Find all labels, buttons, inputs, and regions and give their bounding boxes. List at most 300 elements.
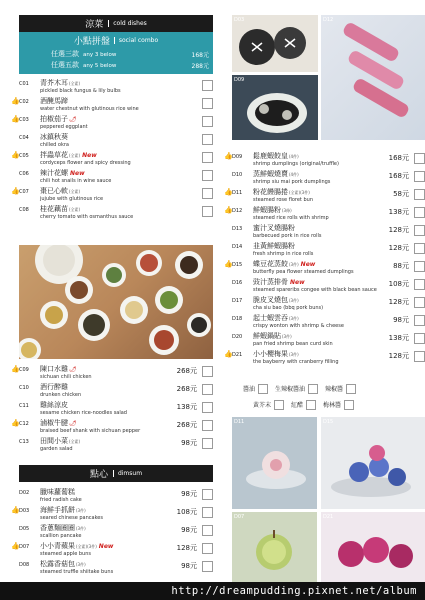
photo-d11 — [232, 417, 317, 509]
item-name-cn — [253, 242, 383, 251]
item-code: C06 — [19, 171, 29, 177]
menu-item — [19, 203, 213, 221]
menu-item — [232, 294, 425, 312]
item-name-text: 臘味蘿蔔糕 — [40, 488, 75, 496]
item-code: D12 — [232, 208, 243, 214]
menu-item — [224, 150, 425, 168]
item-text — [40, 419, 171, 434]
item-code: D21 — [232, 352, 243, 358]
item-name-en: sesame chicken rice-noodles salad — [40, 410, 127, 416]
item-name-cn — [40, 437, 171, 446]
item-tag: (全素) — [69, 439, 81, 444]
sauce-checkbox[interactable] — [308, 384, 318, 394]
item-name-text: 起士蝦雲吞 — [253, 314, 288, 322]
item-tag: (3件) — [76, 562, 86, 567]
item-name-en: crispy wonton with shrimp & cheese — [253, 323, 344, 329]
item-name-en: jujube with glutinous rice — [40, 196, 104, 202]
item-name-text: 雞絲涼皮 — [40, 401, 68, 409]
photo-label: D07 — [234, 514, 245, 520]
order-checkbox[interactable] — [414, 171, 425, 182]
item-name-text: 韭黃鮮蝦腸粉 — [253, 242, 295, 250]
combo-row-cn: 任選三款 — [51, 50, 79, 58]
new-badge: New — [98, 543, 114, 550]
item-code: D20 — [232, 334, 243, 340]
item-text — [253, 188, 383, 203]
item-price: 168元 — [388, 172, 409, 180]
order-checkbox[interactable] — [202, 152, 213, 163]
item-price: 98元 — [181, 490, 197, 498]
menu-item — [224, 258, 425, 276]
recommended-icon: 👍 — [224, 188, 233, 196]
item-tag: (全素) — [69, 153, 81, 158]
item-text — [253, 314, 383, 329]
sauce-checkbox[interactable] — [306, 400, 316, 410]
item-name-cn — [253, 170, 383, 179]
item-name-cn — [40, 506, 171, 515]
order-checkbox[interactable] — [202, 384, 213, 395]
item-name-cn — [40, 115, 197, 124]
item-text — [40, 506, 171, 521]
order-checkbox[interactable] — [414, 207, 425, 218]
order-checkbox[interactable] — [202, 561, 213, 572]
item-text — [40, 169, 197, 184]
order-checkbox[interactable] — [202, 402, 213, 413]
item-code: D03 — [19, 508, 30, 514]
recommended-icon: 👍 — [11, 187, 20, 195]
item-code: C03 — [19, 117, 29, 123]
item-text — [40, 187, 197, 202]
sauce-checkbox[interactable] — [274, 400, 284, 410]
menu-item — [19, 131, 213, 149]
item-code: C11 — [19, 403, 29, 409]
menu-item — [19, 486, 213, 504]
item-text — [253, 278, 383, 293]
item-tag: (全素) — [69, 189, 81, 194]
item-code: D02 — [19, 490, 30, 496]
item-text — [253, 350, 383, 365]
order-checkbox[interactable] — [202, 170, 213, 181]
sauce-options — [243, 382, 423, 414]
cold-dishes-header — [19, 15, 213, 32]
item-name-text: 桂花藕苗 — [40, 205, 68, 213]
dimsum-section-right — [224, 150, 425, 366]
cold-dishes-photo — [19, 245, 213, 359]
cold-dish-list-2 — [11, 363, 213, 453]
item-name-cn — [253, 296, 383, 305]
photo-d09-art — [232, 75, 318, 140]
item-code: D16 — [232, 280, 243, 286]
order-checkbox[interactable] — [414, 189, 425, 200]
item-name-en: steamed apple buns — [40, 551, 91, 557]
dimsum-title: 點心 — [89, 470, 108, 480]
item-price: 138元 — [176, 403, 197, 411]
item-name-en: cherry tomato with osmanthus sauce — [40, 214, 134, 220]
item-name-en: water chestnut with glutinous rice wine — [40, 106, 139, 112]
item-name-text: 酒行醉雞 — [40, 383, 68, 391]
combo-row-price: 288元 — [191, 63, 209, 70]
item-name-cn — [40, 365, 171, 374]
recommended-icon: 👍 — [11, 506, 20, 514]
item-name-cn — [253, 332, 383, 341]
item-name-cn — [253, 314, 383, 323]
item-text — [253, 152, 383, 167]
item-name-en: sichuan chili chicken — [40, 374, 92, 380]
item-price: 98元 — [393, 316, 409, 324]
item-text — [253, 224, 383, 239]
item-price: 108元 — [176, 508, 197, 516]
recommended-icon: 👍 — [11, 365, 20, 373]
cold-dishes-section — [11, 15, 213, 221]
item-name-en: shrimp siu mai pork dumplings — [253, 179, 331, 185]
sauce-label: 黃芥末 — [253, 402, 272, 409]
item-name-text: 蒸鮮蝦燒賣 — [253, 170, 288, 178]
item-name-cn — [253, 206, 383, 215]
dimsum-title-en: dimsum — [113, 470, 142, 477]
item-text — [40, 151, 197, 166]
item-code: C09 — [19, 367, 29, 373]
photo-d09 — [232, 75, 318, 140]
cold-dishes-photo-art — [19, 245, 213, 359]
item-name-text: 青芥木耳 — [40, 79, 68, 87]
item-name-text: 海鮮手抓餅 — [40, 506, 75, 514]
item-name-text: 脆皮叉燒包 — [253, 296, 288, 304]
menu-item — [19, 435, 213, 453]
item-text — [40, 383, 171, 398]
item-price: 268元 — [176, 367, 197, 375]
photo-d07 — [232, 512, 317, 582]
photo-d15-art — [321, 417, 425, 509]
item-name-en: barbecued pork in rice rolls — [253, 233, 322, 239]
menu-item — [19, 558, 213, 576]
new-badge: New — [82, 152, 97, 159]
order-checkbox[interactable] — [414, 351, 425, 362]
menu-item — [19, 77, 213, 95]
item-name-cn — [40, 187, 197, 196]
item-price: 168元 — [388, 154, 409, 162]
photo-d07-art — [232, 512, 317, 582]
item-name-cn — [40, 419, 171, 428]
item-code: C02 — [19, 99, 29, 105]
dimsum-list-left — [11, 486, 213, 576]
menu-item — [11, 185, 213, 203]
item-price: 108元 — [388, 280, 409, 288]
order-checkbox[interactable] — [414, 333, 425, 344]
photo-d11-art — [232, 417, 317, 509]
combo-title-cn: 小點拼盤 — [73, 37, 110, 47]
item-name-en: steamed rose floret bun — [253, 197, 313, 203]
menu-item — [19, 522, 213, 540]
menu-item — [224, 348, 425, 366]
item-name-en: the bayberry with cranberry filling — [253, 359, 339, 365]
sauce-row — [243, 382, 423, 395]
item-name-text: 鮮蝦鍋貼 — [253, 332, 281, 340]
item-tag: (全素)(3件) — [289, 190, 310, 195]
sauce-label: 醬油 — [243, 386, 256, 393]
item-tag: (3件) — [289, 262, 299, 267]
order-checkbox[interactable] — [202, 116, 213, 127]
item-name-cn — [40, 488, 171, 497]
item-name-en: cha siu bao (bbq pork buns) — [253, 305, 324, 311]
photo-label: D21 — [323, 514, 334, 520]
combo-row-en: any 5 below — [83, 62, 117, 69]
item-name-en: fried radish cake — [40, 497, 82, 503]
item-name-en: pickled black fungus & lily bulbs — [40, 88, 121, 94]
item-code: D13 — [232, 226, 243, 232]
recommended-icon: 👍 — [11, 419, 20, 427]
dimsum-section — [11, 465, 213, 576]
item-code: C05 — [19, 153, 29, 159]
item-text — [40, 524, 171, 539]
item-tag: (3件) — [289, 316, 299, 321]
item-tag: (3條) — [282, 208, 292, 213]
combo-row-cn: 任選五款 — [51, 61, 79, 69]
item-code: D10 — [232, 172, 243, 178]
sauce-row — [243, 398, 423, 411]
photo-d15 — [321, 417, 425, 509]
item-price: 98元 — [181, 526, 197, 534]
item-name-text: 小小青蘋果 — [40, 542, 75, 550]
order-checkbox[interactable] — [202, 420, 213, 431]
item-name-text: 蜜汁叉燒腸粉 — [253, 224, 295, 232]
item-name-cn — [253, 152, 383, 161]
item-name-text: 鮮蝦腸粉 — [253, 206, 281, 214]
item-code: D08 — [19, 562, 30, 568]
menu-item — [232, 312, 425, 330]
item-name-text: 拌蟲草花 — [40, 151, 68, 159]
order-checkbox[interactable] — [202, 489, 213, 500]
menu-item — [232, 168, 425, 186]
menu-item — [11, 540, 213, 558]
item-name-en: steamed rice rolls with shrimp — [253, 215, 329, 221]
item-name-en: peppered eggplant — [40, 124, 88, 130]
dimsum-list-right — [224, 150, 425, 366]
item-name-text: 小小櫻梅果 — [253, 350, 288, 358]
order-checkbox[interactable] — [202, 366, 213, 377]
item-name-text: 棗已心軟 — [40, 187, 68, 195]
menu-item — [232, 222, 425, 240]
order-checkbox[interactable] — [202, 134, 213, 145]
recommended-icon: 👍 — [224, 206, 233, 214]
item-name-en: fresh shrimp in rice rolls — [253, 251, 314, 257]
item-name-cn — [253, 224, 383, 233]
order-checkbox[interactable] — [414, 225, 425, 236]
item-code: D15 — [232, 262, 243, 268]
item-code: D07 — [19, 544, 30, 550]
item-text — [253, 260, 383, 275]
recommended-icon: 👍 — [224, 152, 233, 160]
item-name-text: 田間小菜 — [40, 437, 68, 445]
item-price: 98元 — [181, 562, 197, 570]
item-text — [253, 296, 383, 311]
item-text — [40, 437, 171, 452]
menu-item — [11, 417, 213, 435]
recommended-icon: 👍 — [11, 97, 20, 105]
item-text — [40, 542, 171, 557]
item-name-cn — [40, 79, 197, 88]
item-text — [40, 488, 171, 503]
item-name-cn — [40, 383, 171, 392]
item-name-en: pan fried shrimp bean curd skin — [253, 341, 333, 347]
item-code: D11 — [232, 190, 243, 196]
order-checkbox[interactable] — [202, 80, 213, 91]
order-checkbox[interactable] — [202, 206, 213, 217]
order-checkbox[interactable] — [202, 543, 213, 554]
item-name-cn — [253, 278, 383, 287]
item-name-cn — [40, 97, 197, 106]
item-tag: (3件) — [76, 508, 86, 513]
photo-d03-art — [232, 15, 318, 72]
social-combo-box — [19, 32, 213, 74]
order-checkbox[interactable] — [414, 279, 425, 290]
menu-item — [11, 113, 213, 131]
item-price: 138元 — [388, 334, 409, 342]
order-checkbox[interactable] — [414, 243, 425, 254]
cold-dishes-title: 涼菜 — [85, 20, 104, 30]
combo-title-en: social combo — [114, 37, 158, 44]
item-tag: (3件) — [282, 334, 292, 339]
sauce-checkbox[interactable] — [258, 384, 268, 394]
menu-item — [232, 240, 425, 258]
photo-d12 — [321, 15, 425, 140]
recommended-icon: 👍 — [224, 260, 233, 268]
item-code: C13 — [19, 439, 29, 445]
item-tag: (3件) — [289, 298, 299, 303]
menu-item — [224, 186, 425, 204]
menu-item — [11, 504, 213, 522]
item-price: 58元 — [393, 190, 409, 198]
item-name-en: shrimp dumplings (original/truffle) — [253, 161, 339, 167]
item-price: 98元 — [181, 439, 197, 447]
photo-d21 — [321, 512, 425, 582]
sauce-label: 紅醋 — [291, 402, 304, 409]
order-checkbox[interactable] — [202, 438, 213, 449]
combo-row — [23, 60, 209, 71]
item-text — [40, 79, 197, 94]
item-name-text: 酒醃馬蹄 — [40, 97, 68, 105]
menu-item — [11, 95, 213, 113]
item-tag: (全素)(3件) — [76, 544, 97, 549]
item-code: C12 — [19, 421, 29, 427]
photo-label: D12 — [323, 17, 334, 23]
item-text — [253, 242, 383, 257]
combo-title — [23, 32, 209, 49]
photo-label: D09 — [234, 77, 245, 83]
sauce-label: 生辣椒醬油 — [275, 386, 306, 393]
photo-label: D15 — [323, 419, 334, 425]
item-name-text: 蝶豆花蒸餃 — [253, 260, 288, 268]
new-badge: New — [290, 279, 305, 286]
item-name-cn — [40, 401, 171, 410]
item-tag: (全素) — [69, 207, 81, 212]
item-text — [40, 97, 197, 112]
sauce-checkbox[interactable] — [346, 384, 356, 394]
chili-icon: 🌶 — [69, 366, 77, 373]
item-text — [40, 133, 197, 148]
item-code: C10 — [19, 385, 29, 391]
menu-item — [19, 167, 213, 185]
item-tag: (3件) — [76, 526, 86, 531]
order-checkbox[interactable] — [202, 507, 213, 518]
item-name-en: braised beef shank with sichuan pepper — [40, 428, 141, 434]
new-badge: New — [300, 261, 316, 268]
item-name-text: 陳口水雞 — [40, 365, 68, 373]
item-name-cn — [40, 205, 197, 214]
item-price: 128元 — [388, 226, 409, 234]
item-name-cn — [40, 560, 171, 569]
menu-item — [19, 399, 213, 417]
item-name-text: 豉汁蒸排骨 — [253, 278, 288, 286]
order-checkbox[interactable] — [414, 153, 425, 164]
item-name-text: 粉花饅腸捲 — [253, 188, 288, 196]
item-name-text: 滷椒牛腱 — [40, 419, 68, 427]
item-name-en: cordyceps flower and spicy dressing — [40, 160, 131, 166]
item-code: D05 — [19, 526, 30, 532]
item-name-cn — [40, 169, 197, 178]
photo-label: D03 — [234, 17, 245, 23]
item-tag: (3件) — [289, 352, 299, 357]
item-price: 128元 — [176, 544, 197, 552]
item-name-text: 冰鎮秋葵 — [40, 133, 68, 141]
item-name-en: chili hot snails in wine sauce — [40, 178, 112, 184]
item-code: D14 — [232, 244, 243, 250]
item-name-cn — [40, 524, 171, 533]
order-checkbox[interactable] — [202, 188, 213, 199]
photo-d21-art — [321, 512, 425, 582]
menu-item — [232, 330, 425, 348]
sauce-label: 辣椒醬 — [325, 386, 344, 393]
item-name-text: 松露香菇包 — [40, 560, 75, 568]
order-checkbox[interactable] — [414, 297, 425, 308]
item-price: 268元 — [176, 421, 197, 429]
order-checkbox[interactable] — [414, 315, 425, 326]
order-checkbox[interactable] — [202, 98, 213, 109]
item-text — [40, 205, 197, 220]
item-name-cn — [40, 151, 197, 160]
item-name-text: 鬆鹿蝦餃皇 — [253, 152, 288, 160]
item-price: 88元 — [393, 262, 409, 270]
item-name-cn — [40, 133, 197, 142]
item-text — [40, 401, 171, 416]
photo-d12-art — [321, 15, 425, 140]
item-tag: (4件) — [289, 172, 299, 177]
item-code: D17 — [232, 298, 243, 304]
item-text — [253, 170, 383, 185]
menu-item — [11, 149, 213, 167]
new-badge: New — [70, 170, 85, 177]
chili-icon: 🌶 — [69, 116, 77, 123]
dimsum-header — [19, 465, 213, 482]
combo-row-price: 168元 — [191, 52, 209, 59]
menu-item — [232, 276, 425, 294]
sauce-checkbox[interactable] — [344, 400, 354, 410]
sauce-label: 梅林醬 — [323, 402, 342, 409]
item-name-en: drunken chicken — [40, 392, 82, 398]
item-name-cn — [40, 542, 171, 551]
item-code: C04 — [19, 135, 29, 141]
item-name-cn — [253, 260, 383, 269]
cold-dishes-title-en: cold dishes — [108, 20, 147, 27]
item-name-cn — [253, 350, 383, 359]
order-checkbox[interactable] — [414, 261, 425, 272]
order-checkbox[interactable] — [202, 525, 213, 536]
item-price: 138元 — [388, 208, 409, 216]
item-name-en: steamed spareribs congee with black bean sauce — [253, 287, 377, 293]
item-text — [253, 332, 383, 347]
cold-dishes-section-2 — [11, 363, 213, 453]
combo-row — [23, 49, 209, 60]
item-code: D18 — [232, 316, 243, 322]
item-tag: (全素) — [69, 81, 81, 86]
